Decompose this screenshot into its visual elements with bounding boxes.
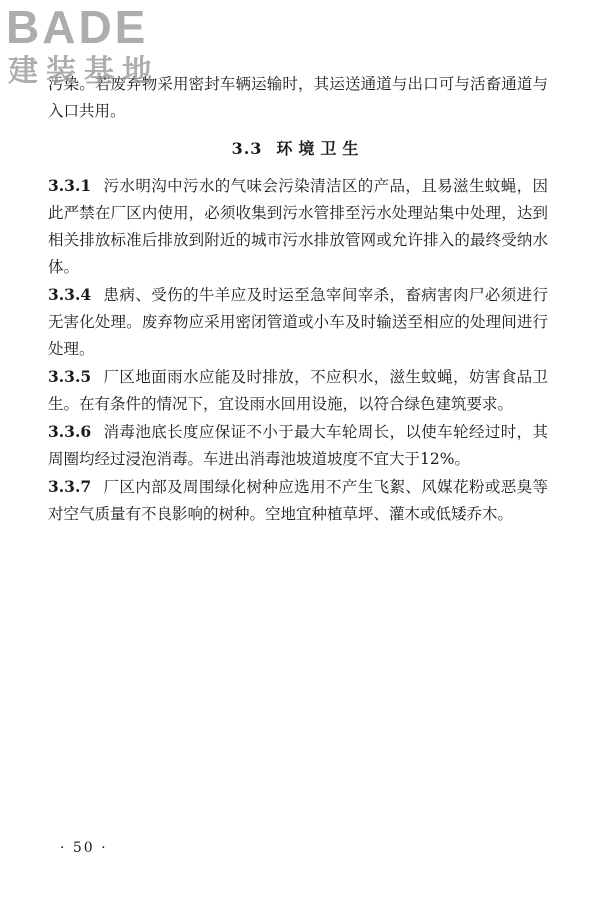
clause-paragraph <box>48 473 548 528</box>
clause-text: 厂区地面雨水应能及时排放，不应积水，滋生蚊蝇，妨害食品卫生。在有条件的情况下，宜设雨水回用设施，以符合绿色建筑要求。 <box>48 368 548 413</box>
clause-number: 3.3.4 <box>48 285 92 304</box>
clause-text: 患病、受伤的牛羊应及时运至急宰间宰杀，畜病害肉尸必须进行无害化处理。废弃物应采用密闭管道或小车及时输送至相应的处理间进行处理。 <box>48 286 548 358</box>
section-heading <box>48 135 548 162</box>
clause-number: 3.3.6 <box>48 422 92 441</box>
clause-paragraph <box>48 281 548 363</box>
clause-text: 消毒池底长度应保证不小于最大车轮周长，以使车轮经过时，其周圈均经过浸泡消毒。车进出消毒池坡道坡度不宜大于12%。 <box>48 423 548 468</box>
intro-paragraph: 污染。若废弃物采用密封车辆运输时，其运送通道与出口可与活畜通道与入口共用。 <box>48 75 548 120</box>
clause-number: 3.3.7 <box>48 477 92 496</box>
document-body <box>48 71 548 528</box>
clause-number: 3.3.1 <box>48 176 92 195</box>
clause-number: 3.3.5 <box>48 367 92 386</box>
clause-paragraph <box>48 363 548 418</box>
page-number: · 50 · <box>60 840 108 856</box>
clause-paragraph <box>48 418 548 473</box>
watermark-logo <box>6 2 186 94</box>
watermark-subtitle: 建装基地 <box>8 54 160 89</box>
watermark-brand: BADE <box>6 1 149 53</box>
clause-text: 污水明沟中污水的气味会污染清洁区的产品，且易滋生蚊蝇，因此严禁在厂区内使用，必须收集到污水管排至污水处理站集中处理，达到相关排放标准后排放到附近的城市污水排放管网或允许排入的最终受纳水体。 <box>48 177 548 276</box>
clause-text: 厂区内部及周围绿化树种应选用不产生飞絮、风媒花粉或恶臭等对空气质量有不良影响的树种。空地宜种植草坪、灌木或低矮乔木。 <box>48 478 548 523</box>
section-number: 3.3 <box>231 139 263 158</box>
section-title: 环境卫生 <box>276 139 365 158</box>
clause-paragraph <box>48 172 548 281</box>
